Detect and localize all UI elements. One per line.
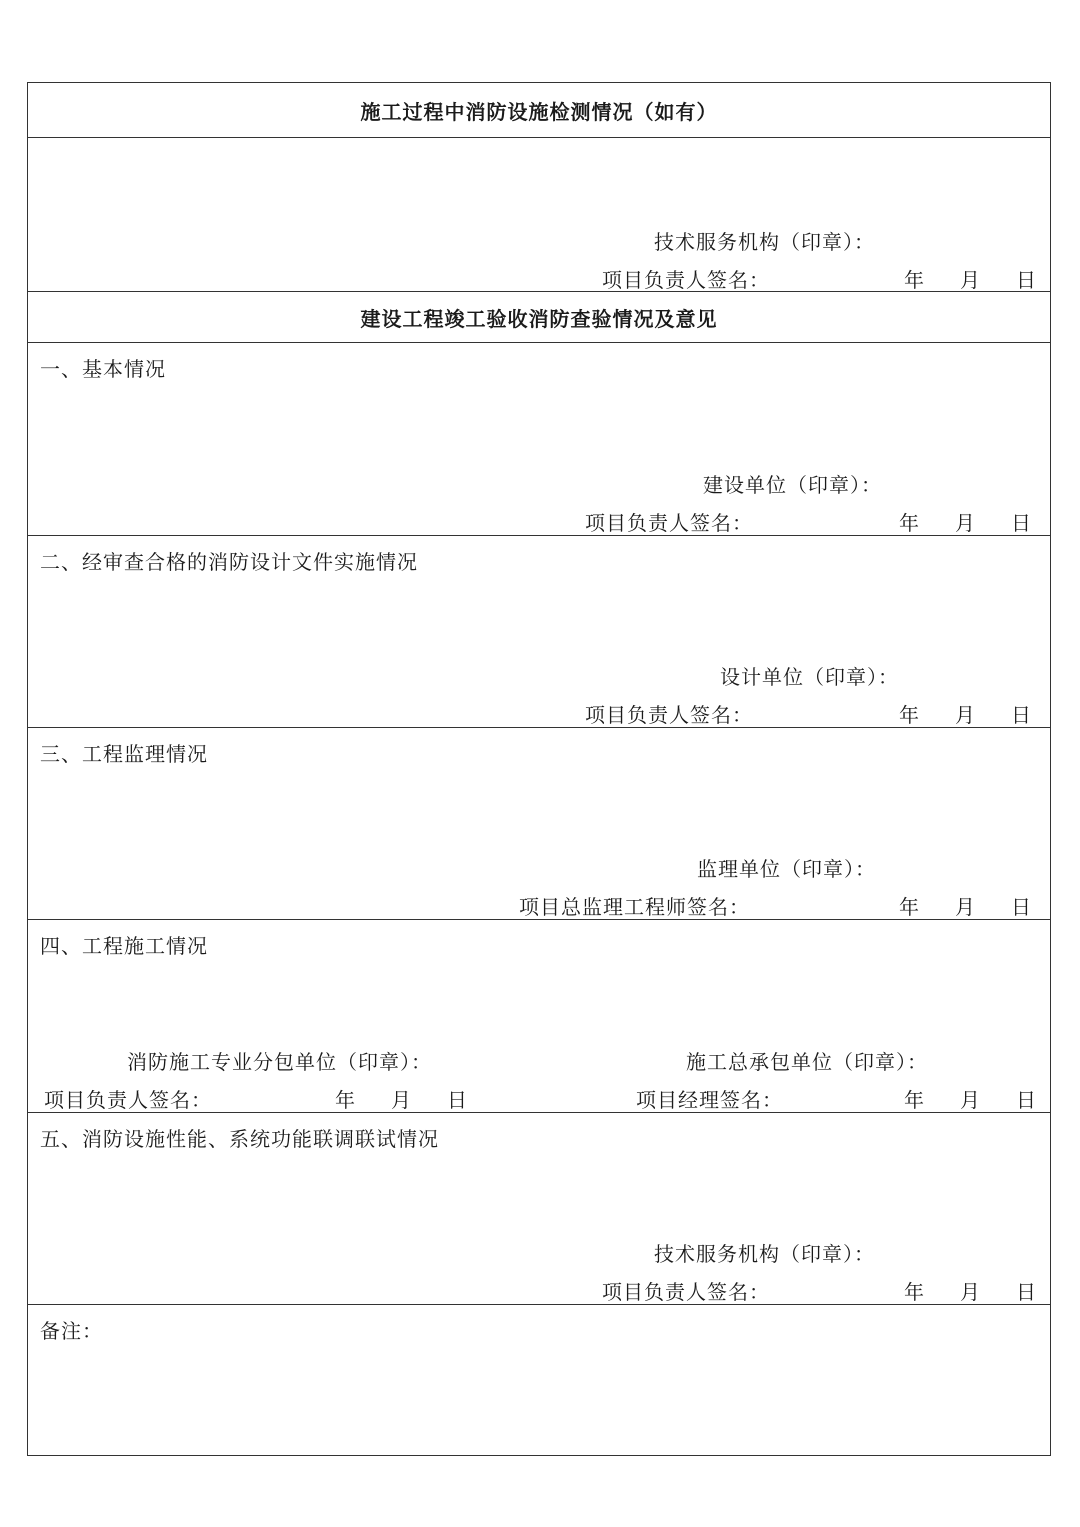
section-title: 一、基本情况 [40,357,166,381]
sign-label: 项目总监理工程师签名： [519,895,750,919]
date-day: 日 [1011,511,1031,535]
date-day: 日 [1011,895,1031,919]
general-contractor-stamp-label: 施工总承包单位（印章）： [686,1050,928,1074]
date-year: 年 [904,1280,924,1304]
date-day: 日 [1011,703,1031,727]
stamp-label: 监理单位（印章）： [697,857,876,881]
general-contractor-date-year: 年 [904,1088,924,1112]
header-completion-acceptance-text: 建设工程竣工验收消防查验情况及意见 [360,306,718,331]
stamp-label: 技术服务机构（印章）： [654,230,875,254]
header-construction-testing-text: 施工过程中消防设施检测情况（如有） [360,99,718,124]
subcontractor-stamp-label: 消防施工专业分包单位（印章）： [127,1050,432,1074]
section-remarks [28,1305,1050,1455]
sign-label: 项目负责人签名： [585,703,753,727]
sign-label: 项目负责人签名： [602,268,770,292]
date-month: 月 [955,895,975,919]
stamp-label: 技术服务机构（印章）： [654,1242,875,1266]
remarks-title: 备注： [40,1319,103,1343]
section-design-implementation [28,536,1050,728]
fire-acceptance-form [27,82,1051,1456]
subcontractor-date-day: 日 [447,1088,467,1112]
general-contractor-date-month: 月 [960,1088,980,1112]
date-day: 日 [1016,1280,1036,1304]
header-construction-testing [28,83,1050,138]
section-system-testing [28,1113,1050,1305]
date-year: 年 [904,268,924,292]
section-title: 四、工程施工情况 [40,934,208,958]
general-contractor-date-day: 日 [1016,1088,1036,1112]
section-construction [28,920,1050,1113]
sign-label: 项目负责人签名： [585,511,753,535]
section-title: 五、消防设施性能、系统功能联调联试情况 [40,1127,439,1151]
date-year: 年 [899,895,919,919]
date-year: 年 [899,511,919,535]
sign-label: 项目负责人签名： [602,1280,770,1304]
stamp-label: 建设单位（印章）： [703,473,882,497]
date-month: 月 [955,511,975,535]
stamp-label: 设计单位（印章）： [720,665,899,689]
general-contractor-sign-label: 项目经理签名： [636,1088,783,1112]
date-month: 月 [955,703,975,727]
section-supervision [28,728,1050,920]
date-month: 月 [960,1280,980,1304]
header-completion-acceptance [28,292,1050,343]
subcontractor-sign-label: 项目负责人签名： [44,1088,212,1112]
section-basic-info [28,343,1050,536]
date-day: 日 [1016,268,1036,292]
section-construction-testing [28,138,1050,292]
section-title: 三、工程监理情况 [40,742,208,766]
subcontractor-date-month: 月 [391,1088,411,1112]
date-month: 月 [960,268,980,292]
date-year: 年 [899,703,919,727]
section-title: 二、经审查合格的消防设计文件实施情况 [40,550,418,574]
subcontractor-date-year: 年 [335,1088,355,1112]
